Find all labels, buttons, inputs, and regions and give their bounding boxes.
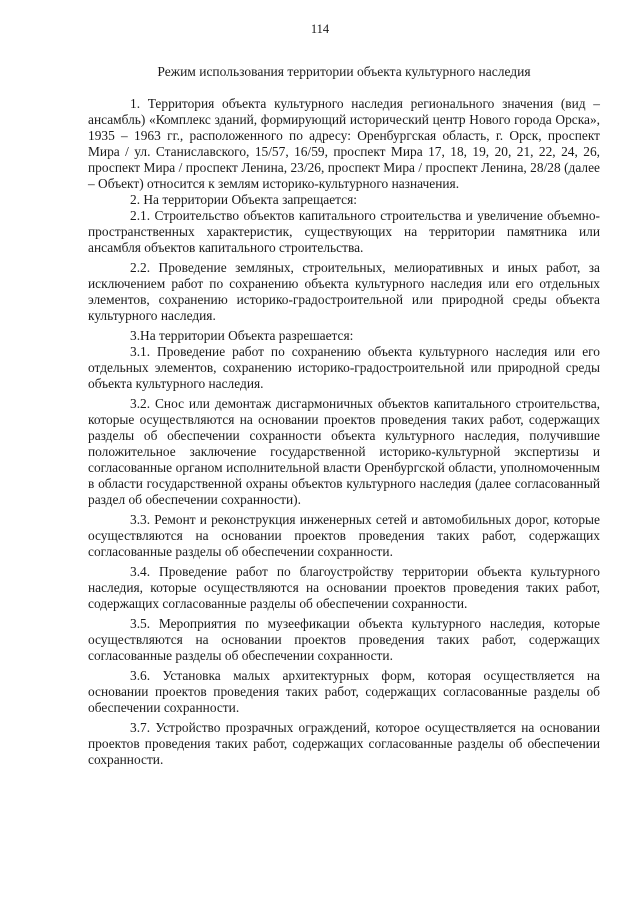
paragraph-3: 3.На территории Объекта разрешается: [130, 328, 354, 343]
paragraph-3-5: 3.5. Мероприятия по музеефикации объекта культурного наследия, которые осуществляются на основании проектов проведения таких работ, содержащих согласованные разделы об обеспечении сохранности. [88, 616, 600, 663]
paragraph-3-7: 3.7. Устройство прозрачных ограждений, которое осуществляется на основании проектов проведения таких работ, содержащих согласованные разделы об обеспечении сохранности. [88, 720, 600, 767]
page-number: 114 [310, 22, 330, 36]
document-body [88, 96, 600, 768]
paragraph-3-1: 3.1. Проведение работ по сохранению объекта культурного наследия или его отдельных элементов, сохранению историко-градостроительной или природной среды объекта культурного наследия. [88, 344, 600, 391]
section-title: Режим использования территории объекта культурного наследия [157, 64, 531, 79]
paragraph-1: 1. Территория объекта культурного наследия регионального значения (вид – ансамбль) «Комплекс зданий, формирующий исторический центр Нового города Орска», 1935 – 1963 гг., расположенного по адресу: Оренбургская область, г. Орск, проспект Мира / ул. Станиславского, 15/57, 16/59, проспект Мира 17, 18, 19, 20, 21, 22, 24, 26, проспект Мира / проспект Ленина, 23/26, проспект Мира / проспект Ленина, 28/28 (далее – Объект) относится к землям историко-культурного назначения. [88, 96, 600, 191]
paragraph-2-2: 2.2. Проведение земляных, строительных, мелиоративных и иных работ, за исключением работ по сохранению объекта культурного наследия или его отдельных элементов, сохранению историко-градостроительной или природной среды объекта культурного наследия. [88, 260, 600, 323]
paragraph-2: 2. На территории Объекта запрещается: [130, 192, 357, 207]
paragraph-3-2: 3.2. Снос или демонтаж дисгармоничных объектов капитального строительства, которые осуществляются на основании проектов проведения таких работ, содержащих разделы об обеспечении сохранности объекта культурного наследия, получившие положительное заключение государственной историко-культурной экспертизы и согласованные органом исполнительной власти Оренбургской области, уполномоченным в области государственной охраны объектов культурного наследия (далее согласованный раздел об обеспечении сохранности). [88, 396, 600, 507]
paragraph-3-6: 3.6. Установка малых архитектурных форм, которая осуществляется на основании проектов проведения таких работ, содержащих согласованные разделы об обеспечении сохранности. [88, 668, 600, 715]
paragraph-3-3: 3.3. Ремонт и реконструкция инженерных сетей и автомобильных дорог, которые осуществляются на основании проектов проведения таких работ, содержащих согласованные разделы об обеспечении сохранности. [88, 512, 600, 559]
paragraph-3-4: 3.4. Проведение работ по благоустройству территории объекта культурного наследия, которые осуществляются на основании проектов проведения таких работ, содержащих согласованные разделы об обеспечении сохранности. [88, 564, 600, 611]
paragraph-2-1: 2.1. Строительство объектов капитального строительства и увеличение объемно-пространственных характеристик, существующих на территории памятника или ансамбля объектов капитального строительства. [88, 208, 600, 255]
